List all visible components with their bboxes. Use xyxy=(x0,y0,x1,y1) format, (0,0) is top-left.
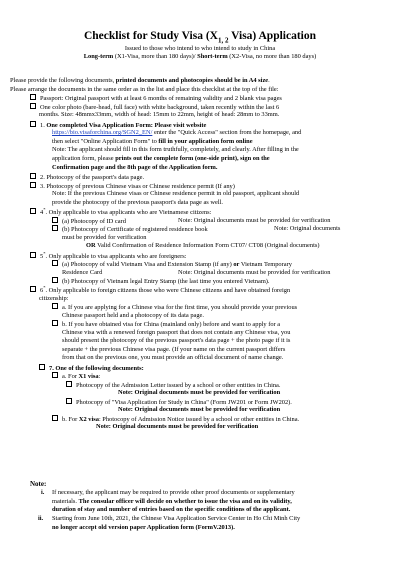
note-i-number: i. xyxy=(41,489,45,496)
item-7a-admission-note: Note: Original documents must be provided for verification xyxy=(118,389,281,396)
checkbox[interactable] xyxy=(30,94,36,100)
note-ii-line-1: Starting from June 10th, 2021, the Chinese Visa Application Service Center in Ho Chi Minh City xyxy=(52,515,301,522)
checkbox[interactable] xyxy=(52,415,58,421)
item-5a-note: Note: Original documents must be provided for verification xyxy=(178,268,331,276)
item-7a-jw-note: Note: Original documents must be provided for verification xyxy=(118,406,281,413)
item-5b-entry-stamp[interactable]: (b) Photocopy of Vietnam legal Entry Stamp (the last time you entered Vietnam). xyxy=(52,277,270,287)
item-5a-cont: Residence Card xyxy=(62,268,103,276)
item-6-former-chinese[interactable]: 6*. Only applicable to foreign citizens those who were Chinese citizens and have obtained foreign xyxy=(30,286,290,296)
checkbox[interactable] xyxy=(30,182,36,188)
title-part: Checklist for Study Visa (X xyxy=(83,30,218,42)
note-i-line-1: If necessary, the applicant may be required to provide other proof documents or supplementary xyxy=(52,489,295,496)
subtitle-intent: Issued to those who intend to who intend to study in China xyxy=(124,45,276,52)
item-1-line-2: https://bio.visaforchina.org/SGN2_EN/ enter the "Quick Access" section from the homepage, and xyxy=(52,129,302,136)
checkbox[interactable] xyxy=(52,277,58,283)
checkbox[interactable] xyxy=(30,208,36,214)
item-3-previous-visas[interactable]: 3. Photocopy of previous Chinese visas or Chinese residence permit (If any) xyxy=(30,182,235,192)
checkbox[interactable] xyxy=(66,381,72,387)
item-photo-cont: months. Size: 48mmx33mm, width of head: 15mm to 22mm, height of head: 28mm to 33mm. xyxy=(39,111,280,118)
checkbox[interactable] xyxy=(52,372,58,378)
note-ii-line-2: no longer accept old version paper Application form (FormV.2013). xyxy=(52,523,235,531)
item-4-or-option: OR Valid Confirmation of Residence Information Form CT07/ CT08 (Original documents) xyxy=(86,242,320,249)
item-4a-note: Note: Original documents must be provided for verification xyxy=(178,216,331,224)
checkbox[interactable] xyxy=(30,121,36,127)
item-3-note-1: Note: If the previous Chinese visas or Chinese residence permit in old passport, applicant should xyxy=(52,190,300,197)
checkbox[interactable] xyxy=(66,398,72,404)
item-6b[interactable]: b. If you have obtained visa for China (mainland only) before and want to apply for a xyxy=(52,320,280,330)
checkbox[interactable] xyxy=(52,320,58,326)
title-part: Visa) Application xyxy=(228,30,317,42)
item-4b-note-cont: must be provided for verification xyxy=(62,233,147,241)
item-6b-cont-1: Chinese visa with a renewed foreign passport that does not contain any Chinese visa, you xyxy=(62,328,291,336)
item-5a-vietnam-visa[interactable]: (a) Photocopy of valid Vietnam Visa and Extension Stamp (if any) or Vietnam Temporary xyxy=(52,260,292,270)
notes-heading: Note: xyxy=(30,480,47,488)
item-1-line-6: Confirmation page and the 8th page of the Application form. xyxy=(52,163,218,171)
item-1-line-3: then select "Online Application Form" to fill in your application form online xyxy=(52,137,253,145)
note-i-line-2: materials. The consular officer will decide on whether to issue the visa and on its validity, xyxy=(52,497,292,505)
item-7b-note: Note: Original documents must be provided for verification xyxy=(96,423,259,430)
subtitle-duration: Long-term (X1-Visa, more than 180 days)/ Short-term (X2-Visa, no more than 180 days) xyxy=(83,53,317,60)
item-5-foreigners[interactable]: 5*. Only applicable to visa applicants who are foreigners: xyxy=(30,252,187,262)
item-7a-admission-letter[interactable]: Photocopy of the Admission Letter issued by a school or other entities in China. xyxy=(66,381,280,391)
item-6b-cont-4: from that on the previous one, you must provide an official document of name change. xyxy=(62,354,284,361)
title-subscript: 1, 2 xyxy=(217,36,229,45)
item-3-note-2: provide the photocopy of the previous passport's data page as well. xyxy=(52,198,223,206)
item-1-line-5: application form, please prints out the complete form (one-side print), sign on the xyxy=(52,155,270,162)
item-6b-cont-2: should present the photocopy of the previous passport's data page + the photo page if it is xyxy=(62,337,291,344)
checkbox[interactable] xyxy=(30,103,36,109)
item-passport[interactable]: Passport: Original passport with at least 6 months of remaining validity and 2 blank visa pages xyxy=(30,94,282,104)
item-7b-x2[interactable]: b. For X2 visa: Photocopy of Admission Notice issued by a school or other entities in China. xyxy=(52,415,299,425)
checkbox[interactable] xyxy=(30,173,36,179)
item-4b-residence-book[interactable]: (b) Photocopy of Certificate of registered residence book xyxy=(52,225,208,235)
checkbox[interactable] xyxy=(30,252,36,258)
item-6-title-cont: citizenship: xyxy=(39,294,69,302)
item-6b-cont-3: separate + the previous Chinese visa page. (If your name on the current passport differs xyxy=(62,345,286,353)
item-6a[interactable]: a. If you are applying for a Chinese visa for the first time, you should provide your previous xyxy=(52,303,297,313)
item-4-vietnamese[interactable]: 4*. Only applicable to visa applicants who are Vietnamese citizens: xyxy=(30,208,211,218)
item-7a-jw-form[interactable]: Photocopy of "Visa Application for Study in China" (Form JW201 or Form JW202). xyxy=(66,398,292,408)
item-1-note: Note: The applicant should fill in this form truthfully, completely, and clearly. After filling in the xyxy=(52,146,299,153)
checkbox[interactable] xyxy=(39,364,45,370)
item-2-passport-copy[interactable]: 2. Photocopy of the passport's data page. xyxy=(30,173,144,183)
item-photo[interactable]: One color photo (bare-head, full face) with white background, taken recently within the last 6 xyxy=(30,103,279,113)
intro-line-2: Please arrange the documents in the same order as in the list and place this checklist at the top of the file: xyxy=(10,85,279,93)
item-7a-x1[interactable]: a. For X1 visa: xyxy=(52,372,100,382)
note-ii-number: ii. xyxy=(38,515,44,522)
checkbox[interactable] xyxy=(52,217,58,223)
checkbox[interactable] xyxy=(52,260,58,266)
item-1-application-form[interactable]: 1. One completed Visa Application Form: Please visit website xyxy=(30,121,206,131)
item-6a-cont: Chinese passport held and a photocopy of its data page. xyxy=(62,311,204,319)
visa-website-link[interactable]: https://bio.visaforchina.org/SGN2_EN/ xyxy=(52,129,153,136)
checkbox[interactable] xyxy=(30,286,36,292)
intro-line-1: Please provide the following documents, printed documents and photocopies should be in A4 size. xyxy=(10,77,270,84)
item-4a-id-card[interactable]: (a) Photocopy of ID card xyxy=(52,217,126,227)
note-i-line-3: duration of stay and number of entries based on the specific conditions of the applicant. xyxy=(52,506,291,513)
item-4b-note: Note: Original documents xyxy=(274,225,341,232)
checkbox[interactable] xyxy=(52,303,58,309)
item-7-one-of[interactable]: 7. One of the following documents: xyxy=(39,364,144,374)
checkbox[interactable] xyxy=(52,225,58,231)
